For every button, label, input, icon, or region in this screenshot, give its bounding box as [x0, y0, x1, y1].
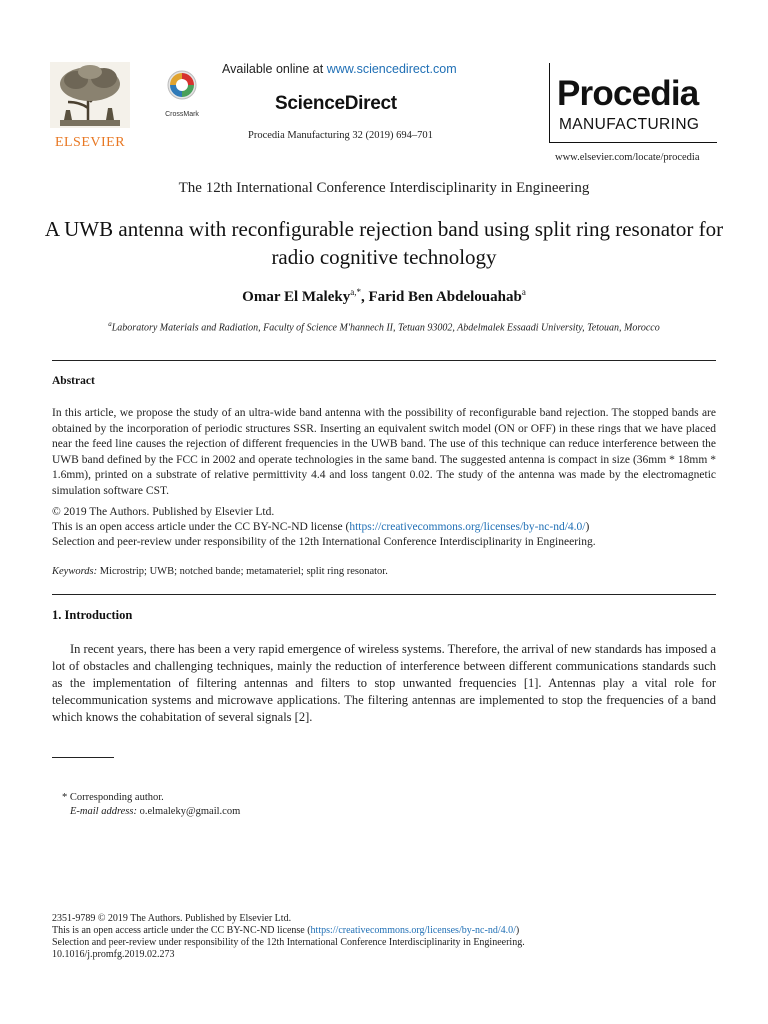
license-suffix: ) [585, 521, 590, 533]
available-online [222, 62, 457, 76]
footer-license-link[interactable]: https://creativecommons.org/licenses/by-nc-nd/4.0/ [310, 925, 516, 936]
footer-peer-review: Selection and peer-review under responsibility of the 12th International Conference Interdisciplinarity in Engineering. [52, 937, 525, 948]
license-prefix: This is an open access article under the CC BY-NC-ND license ( [52, 521, 350, 533]
journal-reference: Procedia Manufacturing 32 (2019) 694–701 [248, 130, 433, 141]
author-affiliation-mark: a [521, 287, 526, 297]
crossmark-badge[interactable] [162, 70, 202, 118]
available-prefix: Available online at [222, 62, 327, 76]
paper-title: A UWB antenna with reconfigurable rejection band using split ring resonator for radio cognitive technology [44, 217, 724, 269]
keywords [52, 564, 716, 580]
abstract-heading: Abstract [52, 375, 95, 387]
footer-license-suffix: ) [515, 925, 520, 936]
journal-url[interactable]: www.elsevier.com/locate/procedia [555, 152, 700, 163]
crossmark-label: CrossMark [165, 111, 199, 118]
email-address[interactable]: o.elmaleky@gmail.com [136, 806, 241, 817]
license-link[interactable]: https://creativecommons.org/licenses/by-nc-nd/4.0/ [349, 521, 586, 533]
copyright-line: © 2019 The Authors. Published by Elsevier Ltd. [52, 506, 275, 518]
conference-name: The 12th International Conference Interdisciplinarity in Engineering [178, 180, 590, 196]
author-list [0, 287, 768, 306]
author-separator: , [360, 289, 369, 305]
abstract-top-rule [52, 360, 716, 361]
keywords-label: Keywords: [52, 566, 98, 577]
journal-logo-title: Procedia [557, 74, 699, 113]
peer-review-line: Selection and peer-review under responsibility of the 12th International Conference Interdisciplinarity in Engineering. [52, 536, 596, 548]
footer-issn: 2351-9789 © 2019 The Authors. Published by Elsevier Ltd. [52, 913, 292, 924]
keywords-list: Microstrip; UWB; notched bande; metamateriel; split ring resonator. [97, 566, 388, 577]
platform-name: ScienceDirect [275, 93, 397, 114]
abstract-body: In this article, we propose the study of an ultra-wide band antenna with the possibility of reconfigurable band rejection. The stopped bands are obtained by the incorporation of periodic structures SSR. Inserting an equivalent switch model (ON or OFF) in these rings that we have placed near the feed line causes the rejection of different frequencies in the UWB band. The use of this technique can reduce interference between the UWB band defined by the FCC in 2002 and operate technologies in the same band. The suggested antenna is compact in size (36mm * 18mm * 1.6mm), printed on a substrate of relative permittivity 4.4 and loss tangent 0.02. The study of the antenna was made by the electromagnetic simulation software CST. [52, 407, 716, 497]
elsevier-wordmark: ELSEVIER [54, 135, 126, 150]
elsevier-logo [50, 62, 130, 148]
journal-logo-subtitle: MANUFACTURING [559, 116, 700, 133]
affiliation-mark: a [108, 320, 112, 328]
footer-license [52, 925, 519, 938]
sciencedirect-link[interactable]: www.sciencedirect.com [326, 62, 457, 76]
affiliation [0, 320, 768, 333]
elsevier-tree-icon [50, 62, 130, 128]
corresponding-author-note: * Corresponding author. [62, 792, 164, 803]
introduction-paragraph: In recent years, there has been a very rapid emergence of wireless systems. Therefore, the arrival of new standards has imposed a lot of obstacles and challenging techniques, mainly the reduction of interference between different communications standards such as the implementation of filtering antennas and filters to stop unwanted frequencies [1]. Antennas play a vital role for telecommunication systems and microwave applications. The filtering antennas are implemented to stop the frequencies of a band which knows the cohabitation of several signals [2]. [52, 642, 716, 724]
author-name: Farid Ben Abdelouahab [368, 289, 522, 305]
crossmark-icon [167, 70, 197, 104]
author-name: Omar El Maleky [242, 289, 351, 305]
section-heading-introduction: 1. Introduction [52, 608, 133, 622]
author-affiliation-mark: a,* [350, 287, 361, 297]
footnote-rule [52, 757, 114, 758]
footer-doi[interactable]: 10.1016/j.promfg.2019.02.273 [52, 949, 175, 960]
license-line [52, 520, 716, 536]
footer-license-prefix: This is an open access article under the CC BY-NC-ND license ( [52, 925, 311, 936]
abstract-bottom-rule [52, 594, 716, 595]
email-label: E-mail address: [70, 806, 137, 817]
email-note [70, 806, 240, 817]
affiliation-text: Laboratory Materials and Radiation, Faculty of Science M'hannech II, Tetuan 93002, Abdelmalek Essaadi University, Tetouan, Morocco [111, 322, 660, 334]
